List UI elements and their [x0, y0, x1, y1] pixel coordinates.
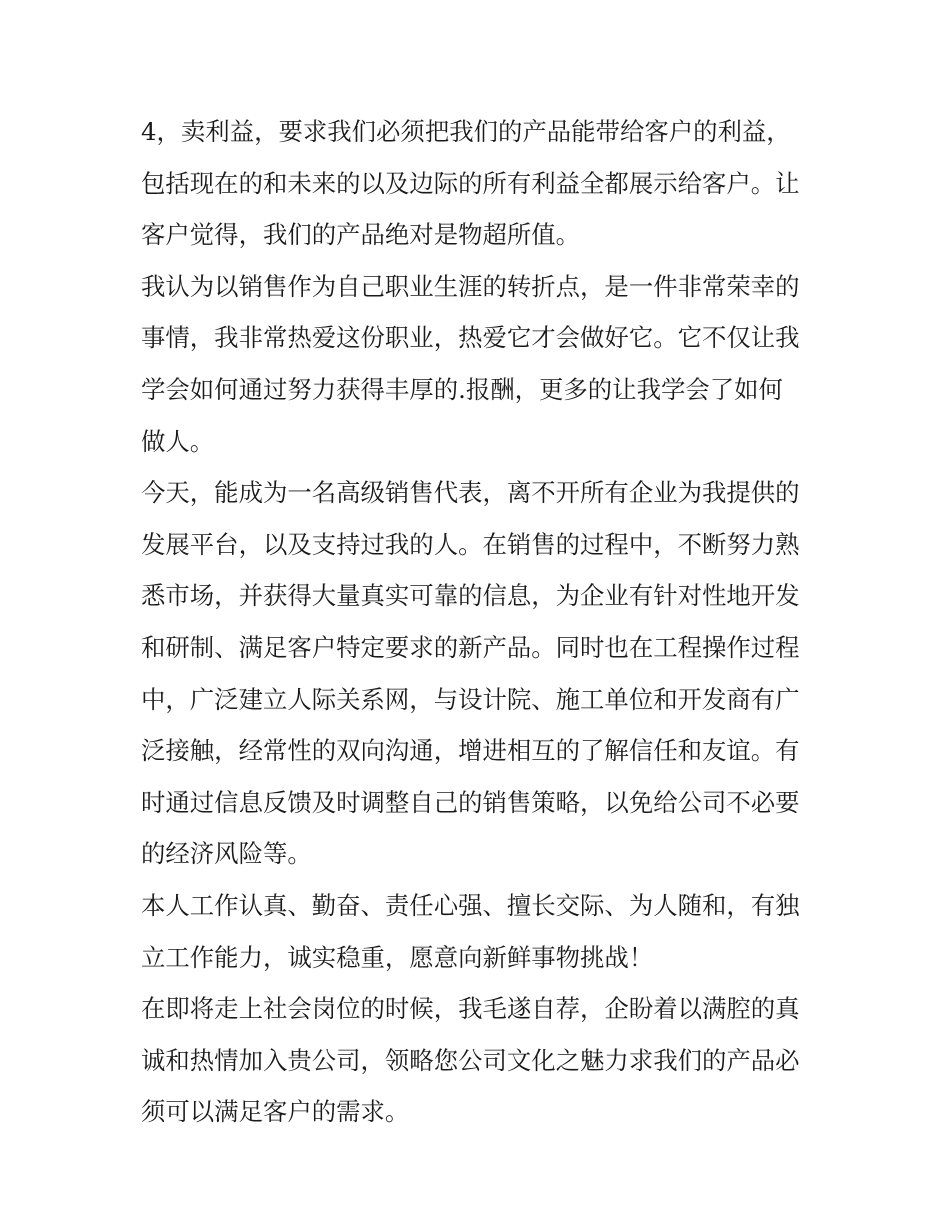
paragraph-personal-qualities — [141, 880, 813, 983]
text-line: 中，广泛建立人际关系网，与设计院、施工单位和开发商有广 — [141, 684, 800, 714]
text-line: 事情，我非常热爱这份职业，热爱它才会做好它。它不仅让我 — [141, 323, 800, 353]
text-line: 须可以满足客户的需求。 — [141, 1097, 410, 1127]
text-line: 今天，能成为一名高级销售代表，离不开所有企业为我提供的 — [141, 478, 800, 508]
paragraph-self-recommendation — [141, 983, 813, 1138]
paragraph-selling-benefits — [141, 106, 813, 261]
text-line: 做人。 — [141, 426, 215, 456]
text-line: 学会如何通过努力获得丰厚的.报酬，更多的让我学会了如何 — [141, 374, 783, 404]
text-line: 泛接触，经常性的双向沟通，增进相互的了解信任和友谊。有 — [141, 736, 800, 766]
text-line: 我认为以销售作为自己职业生涯的转折点，是一件非常荣幸的 — [141, 271, 800, 301]
text-line: 悉市场，并获得大量真实可靠的信息，为企业有针对性地开发 — [141, 581, 800, 611]
text-line: 包括现在的和未来的以及边际的所有利益全都展示给客户。让 — [141, 168, 800, 198]
text-line: 客户觉得，我们的产品绝对是物超所值。 — [141, 220, 581, 250]
text-line: 4，卖利益，要求我们必须把我们的产品能带给客户的利益， — [141, 117, 791, 146]
text-line: 在即将走上社会岗位的时候，我毛遂自荐，企盼着以满腔的真 — [141, 994, 800, 1024]
text-line: 诚和热情加入贵公司，领略您公司文化之魅力求我们的产品必 — [141, 1045, 800, 1075]
text-line: 本人工作认真、勤奋、责任心强、擅长交际、为人随和，有独 — [141, 890, 800, 920]
text-line: 立工作能力，诚实稳重，愿意向新鲜事物挑战！ — [141, 942, 654, 972]
paragraph-career-turning-point — [141, 261, 813, 467]
text-line: 发展平台，以及支持过我的人。在销售的过程中，不断努力熟 — [141, 529, 800, 559]
paragraph-senior-sales-rep — [141, 467, 813, 880]
document-body — [141, 106, 813, 1138]
text-line: 和研制、满足客户特定要求的新产品。同时也在工程操作过程 — [141, 632, 800, 662]
text-line: 的经济风险等。 — [141, 839, 312, 869]
text-line: 时通过信息反馈及时调整自己的销售策略，以免给公司不必要 — [141, 787, 800, 817]
